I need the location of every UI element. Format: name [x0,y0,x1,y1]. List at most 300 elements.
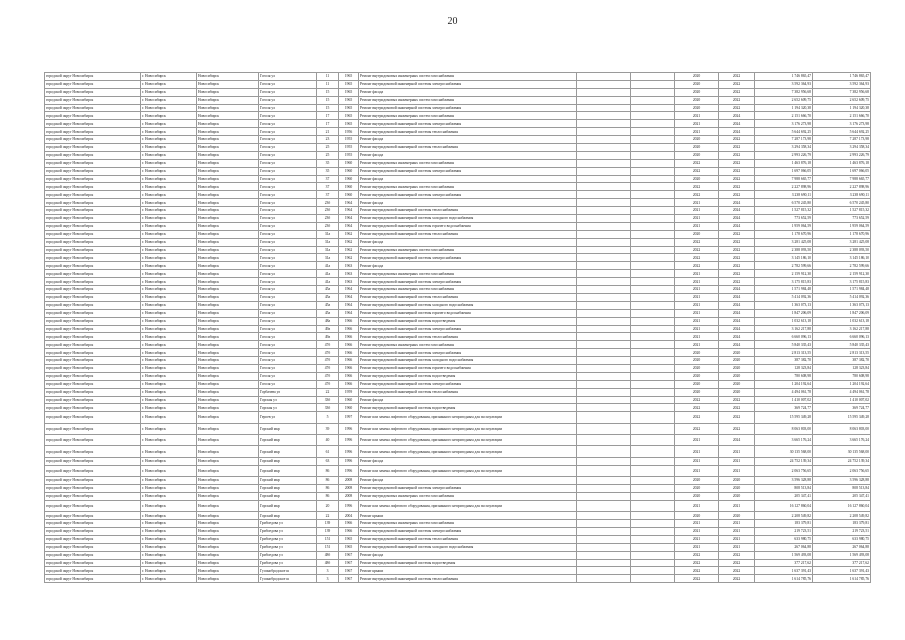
cell-street: Гоголя ул [259,372,317,380]
cell-cost-fund: 4 494 061,78 [813,388,871,396]
cell-municipality: городской округ Новосибирск [45,372,141,380]
cell-house-number: 23б [317,222,339,230]
cell-blank-a [577,396,631,404]
cell-work-type: Ремонт внутридомовой инженерной системы теплоснабжения [359,535,577,543]
cell-blank-b [631,551,675,559]
cell-work-type: Ремонт фасада [359,477,577,485]
cell-municipality: городской округ Новосибирск [45,465,141,476]
cell-settlement: г. Новосибирск [141,104,197,112]
cell-street: Горская ул [259,396,317,404]
cell-cost-fund: 1 614 785,76 [813,575,871,583]
cell-city: Новосибирск [197,457,259,465]
cell-built-year: 1966 [339,364,359,372]
cell-house-number: 48б [317,559,339,567]
cell-street: Гоголя ул [259,230,317,238]
cell-built-year: 1996 [339,465,359,476]
table-row [45,183,871,191]
cell-house-number: 3 [317,567,339,575]
cell-municipality: городской округ Новосибирск [45,404,141,412]
cell-street: Горский мкр [259,512,317,520]
cell-blank-b [631,151,675,159]
cell-year-to: 2022 [719,151,755,159]
cell-street: Гоголя ул [259,112,317,120]
cell-blank-a [577,112,631,120]
cell-year-from: 2022 [675,183,719,191]
cell-house-number: 47б [317,372,339,380]
cell-house-number: 48а [317,317,339,325]
cell-work-type: Ремонт внутридомовой инженерной системы водоотведения [359,317,577,325]
cell-blank-a [577,527,631,535]
cell-built-year: 2008 [339,492,359,500]
cell-house-number: 48б [317,551,339,559]
cell-street: Гоголя ул [259,73,317,81]
cell-blank-a [577,423,631,434]
cell-house-number: 23б [317,207,339,215]
cell-cost-total: 2 388 093,50 [755,246,813,254]
cell-municipality: городской округ Новосибирск [45,527,141,535]
cell-municipality: городской округ Новосибирск [45,128,141,136]
cell-street: Грибоедова ул [259,543,317,551]
cell-street: Гоголя ул [259,215,317,223]
cell-blank-a [577,559,631,567]
cell-cost-total: 3 592 364,93 [755,80,813,88]
table-row [45,435,871,446]
cell-house-number: 47б [317,341,339,349]
cell-settlement: г. Новосибирск [141,73,197,81]
cell-city: Новосибирск [197,262,259,270]
cell-city: Новосибирск [197,151,259,159]
cell-blank-a [577,520,631,528]
cell-year-from: 2021 [675,278,719,286]
cell-blank-b [631,333,675,341]
cell-municipality: городской округ Новосибирск [45,333,141,341]
cell-city: Новосибирск [197,559,259,567]
cell-blank-b [631,457,675,465]
cell-municipality: городской округ Новосибирск [45,349,141,357]
cell-cost-total: 16 127 860,04 [755,500,813,511]
cell-built-year: 1966 [339,357,359,365]
cell-built-year: 1960 [339,167,359,175]
table-row [45,159,871,167]
cell-year-to: 2020 [719,492,755,500]
cell-city: Новосибирск [197,112,259,120]
cell-municipality: городской округ Новосибирск [45,254,141,262]
cell-work-type: Ремонт внутридомовой инженерной системы теплоснабжения [359,144,577,152]
cell-built-year: 1964 [339,286,359,294]
cell-city: Новосибирск [197,380,259,388]
cell-year-to: 2022 [719,396,755,404]
cell-settlement: г. Новосибирск [141,230,197,238]
cell-house-number: 35 [317,167,339,175]
cell-settlement: г. Новосибирск [141,412,197,423]
cell-city: Новосибирск [197,404,259,412]
cell-cost-fund: 267 064,88 [813,543,871,551]
cell-year-to: 2024 [719,286,755,294]
cell-city: Новосибирск [197,246,259,254]
cell-blank-b [631,543,675,551]
cell-cost-fund: 1 637 391,43 [813,567,871,575]
cell-cost-fund: 1 032 613,18 [813,317,871,325]
cell-house-number: 49а [317,333,339,341]
cell-cost-fund: 5 840 335,43 [813,341,871,349]
cell-cost-fund: 1 571 984,48 [813,286,871,294]
cell-cost-total: 1 463 876,18 [755,159,813,167]
cell-built-year: 1964 [339,199,359,207]
cell-municipality: городской округ Новосибирск [45,446,141,457]
cell-built-year: 1964 [339,207,359,215]
cell-year-from: 2020 [675,88,719,96]
cell-year-from: 2020 [675,349,719,357]
cell-work-type: Ремонт внутридомовой инженерной системы электроснабжения [359,325,577,333]
cell-year-to: 2024 [719,120,755,128]
cell-house-number: 31а [317,238,339,246]
cell-cost-fund: 1 527 815,32 [813,207,871,215]
table-row [45,543,871,551]
cell-settlement: г. Новосибирск [141,128,197,136]
table-row [45,246,871,254]
cell-built-year: 1966 [339,380,359,388]
cell-built-year: 1955 [339,136,359,144]
cell-cost-total: 3 665 176,24 [755,435,813,446]
cell-blank-a [577,215,631,223]
cell-settlement: г. Новосибирск [141,492,197,500]
cell-year-to: 2021 [719,465,755,476]
cell-work-type: Ремонт внутридомовых инженерных систем газоснабжения [359,73,577,81]
cell-blank-a [577,500,631,511]
cell-house-number: 86 [317,465,339,476]
cell-year-from: 2021 [675,293,719,301]
cell-settlement: г. Новосибирск [141,270,197,278]
cell-work-type: Ремонт фасада [359,238,577,246]
cell-municipality: городской округ Новосибирск [45,364,141,372]
cell-city: Новосибирск [197,159,259,167]
cell-blank-a [577,167,631,175]
cell-year-to: 2020 [719,364,755,372]
cell-municipality: городской округ Новосибирск [45,293,141,301]
cell-blank-b [631,559,675,567]
cell-settlement: г. Новосибирск [141,199,197,207]
cell-municipality: городской округ Новосибирск [45,388,141,396]
cell-built-year: 1965 [339,104,359,112]
cell-street: Гоголя ул [259,333,317,341]
cell-house-number: 47б [317,380,339,388]
cell-street: Гусинобродское ш [259,575,317,583]
cell-year-from: 2020 [675,357,719,365]
cell-blank-a [577,293,631,301]
cell-blank-a [577,262,631,270]
cell-work-type: Ремонт крыши [359,512,577,520]
cell-blank-b [631,128,675,136]
cell-blank-b [631,485,675,493]
cell-house-number: 21 [317,128,339,136]
cell-blank-a [577,80,631,88]
cell-city: Новосибирск [197,527,259,535]
cell-year-to: 2022 [719,167,755,175]
cell-work-type: Ремонт внутридомовой инженерной системы теплоснабжения [359,575,577,583]
cell-year-from: 2021 [675,520,719,528]
table-row [45,191,871,199]
cell-cost-total: 387 382,70 [755,357,813,365]
cell-cost-total: 267 064,88 [755,543,813,551]
cell-city: Новосибирск [197,446,259,457]
cell-year-to: 2021 [719,500,755,511]
cell-year-from: 2022 [675,575,719,583]
table-row [45,317,871,325]
table-row [45,575,871,583]
cell-city: Новосибирск [197,136,259,144]
cell-city: Новосибирск [197,191,259,199]
cell-year-to: 2021 [719,527,755,535]
cell-year-from: 2020 [675,364,719,372]
cell-city: Новосибирск [197,230,259,238]
cell-work-type: Ремонт внутридомовой инженерной системы электроснабжения [359,527,577,535]
cell-city: Новосибирск [197,96,259,104]
cell-municipality: городской округ Новосибирск [45,73,141,81]
cell-blank-b [631,215,675,223]
cell-built-year: 2008 [339,477,359,485]
cell-city: Новосибирск [197,396,259,404]
cell-year-from: 2021 [675,309,719,317]
cell-city: Новосибирск [197,435,259,446]
table-row [45,485,871,493]
cell-work-type: Ремонт внутридомовой инженерной системы горячего водоснабжения [359,309,577,317]
cell-built-year: 1964 [339,215,359,223]
cell-built-year: 1996 [339,500,359,511]
cell-work-type: Ремонт фасада [359,551,577,559]
cell-house-number: 63 [317,457,339,465]
cell-city: Новосибирск [197,270,259,278]
cell-blank-b [631,388,675,396]
cell-municipality: городской округ Новосибирск [45,485,141,493]
cell-cost-total: 2 151 666,70 [755,112,813,120]
cell-cost-fund: 1 463 876,18 [813,159,871,167]
cell-work-type: Ремонт внутридомовой инженерной системы теплоснабжения [359,207,577,215]
cell-blank-b [631,412,675,423]
cell-year-to: 2024 [719,317,755,325]
cell-cost-fund: 1 178 670,96 [813,230,871,238]
cell-blank-b [631,293,675,301]
cell-municipality: городской округ Новосибирск [45,278,141,286]
table-row [45,136,871,144]
cell-year-from: 2022 [675,551,719,559]
cell-city: Новосибирск [197,412,259,423]
cell-city: Новосибирск [197,278,259,286]
cell-cost-total: 1 614 785,76 [755,575,813,583]
cell-cost-fund: 2 782 599,66 [813,262,871,270]
cell-year-to: 2021 [719,446,755,457]
cell-blank-b [631,325,675,333]
cell-year-to: 2024 [719,128,755,136]
cell-house-number: 31а [317,246,339,254]
table-row [45,80,871,88]
cell-house-number: 17 [317,120,339,128]
cell-work-type: Ремонт внутридомовых инженерных систем газоснабжения [359,246,577,254]
cell-cost-total: 2 813 313,55 [755,349,813,357]
cell-settlement: г. Новосибирск [141,333,197,341]
cell-street: Грибоедова ул [259,535,317,543]
cell-blank-b [631,301,675,309]
cell-blank-a [577,512,631,520]
cell-street: Грибоедова ул [259,559,317,567]
cell-municipality: городской округ Новосибирск [45,575,141,583]
cell-city: Новосибирск [197,575,259,583]
cell-house-number: 11 [317,80,339,88]
cell-year-from: 2021 [675,286,719,294]
cell-city: Новосибирск [197,543,259,551]
cell-cost-total: 7 988 665,77 [755,175,813,183]
cell-year-to: 2022 [719,230,755,238]
cell-built-year: 1997 [339,412,359,423]
cell-street: Горский мкр [259,477,317,485]
cell-blank-b [631,183,675,191]
cell-work-type: Ремонт фасада [359,262,577,270]
cell-municipality: городской округ Новосибирск [45,520,141,528]
cell-year-to: 2022 [719,423,755,434]
cell-house-number: 39 [317,423,339,434]
cell-municipality: городской округ Новосибирск [45,215,141,223]
cell-cost-fund: 3 596 328,88 [813,477,871,485]
cell-year-to: 2022 [719,175,755,183]
cell-municipality: городской округ Новосибирск [45,222,141,230]
cell-cost-total: 2 227 898,96 [755,183,813,191]
cell-year-to: 2022 [719,254,755,262]
cell-cost-fund: 8 063 803,00 [813,423,871,434]
cell-house-number: 151 [317,543,339,551]
cell-cost-total: 1 204 192,64 [755,380,813,388]
cell-year-from: 2020 [675,485,719,493]
cell-year-to: 2022 [719,191,755,199]
cell-cost-total: 1 571 984,48 [755,286,813,294]
cell-cost-fund: 2 227 898,96 [813,183,871,191]
cell-blank-b [631,262,675,270]
cell-cost-fund: 633 980,75 [813,535,871,543]
cell-year-from: 2020 [675,96,719,104]
cell-cost-fund: 205 347,41 [813,492,871,500]
cell-municipality: городской округ Новосибирск [45,88,141,96]
cell-cost-total: 1 637 391,43 [755,567,813,575]
cell-blank-b [631,175,675,183]
cell-cost-fund: 387 382,70 [813,357,871,365]
table-row [45,293,871,301]
table-row [45,559,871,567]
cell-year-from: 2022 [675,238,719,246]
cell-built-year: 1996 [339,446,359,457]
cell-street: Гоголя ул [259,357,317,365]
cell-blank-b [631,88,675,96]
cell-city: Новосибирск [197,325,259,333]
cell-blank-b [631,535,675,543]
cell-settlement: г. Новосибирск [141,238,197,246]
cell-house-number: 45а [317,286,339,294]
cell-blank-a [577,309,631,317]
table-row [45,567,871,575]
table-row [45,270,871,278]
cell-year-from: 2022 [675,559,719,567]
table-row [45,349,871,357]
cell-blank-a [577,144,631,152]
cell-work-type: Ремонт внутридомовой инженерной системы холодного водоснабжения [359,301,577,309]
table-row [45,215,871,223]
cell-year-from: 2020 [675,380,719,388]
cell-municipality: городской округ Новосибирск [45,325,141,333]
cell-work-type: Ремонт внутридомовой инженерной системы горячего водоснабжения [359,222,577,230]
cell-blank-b [631,465,675,476]
cell-city: Новосибирск [197,167,259,175]
cell-built-year: 1960 [339,191,359,199]
cell-year-from: 2022 [675,423,719,434]
cell-municipality: городской округ Новосибирск [45,341,141,349]
cell-street: Гоголя ул [259,317,317,325]
cell-street: Горский мкр [259,435,317,446]
cell-work-type: Ремонт фасада [359,151,577,159]
cell-cost-total: 1 527 815,32 [755,207,813,215]
cell-municipality: городской округ Новосибирск [45,457,141,465]
table-row [45,492,871,500]
cell-blank-b [631,435,675,446]
cell-blank-b [631,246,675,254]
cell-street: Горбачева ул [259,388,317,396]
cell-blank-b [631,492,675,500]
cell-year-from: 2021 [675,270,719,278]
cell-blank-b [631,167,675,175]
capital-repair-table [44,72,871,583]
cell-cost-fund: 1 363 073,13 [813,301,871,309]
cell-blank-b [631,207,675,215]
cell-cost-total: 1 847 206,09 [755,309,813,317]
cell-cost-fund: 2 813 313,55 [813,349,871,357]
table-row [45,262,871,270]
cell-work-type: Ремонт внутридомовой инженерной системы электроснабжения [359,191,577,199]
cell-blank-b [631,222,675,230]
cell-blank-a [577,286,631,294]
cell-year-to: 2021 [719,543,755,551]
cell-year-to: 2022 [719,104,755,112]
cell-street: Гоголя ул [259,159,317,167]
cell-cost-fund: 3 294 358,34 [813,144,871,152]
cell-settlement: г. Новосибирск [141,317,197,325]
cell-municipality: городской округ Новосибирск [45,80,141,88]
cell-built-year: 1964 [339,301,359,309]
cell-blank-b [631,270,675,278]
cell-work-type: Ремонт внутридомовой инженерной системы электроснабжения [359,167,577,175]
cell-blank-a [577,372,631,380]
cell-municipality: городской округ Новосибирск [45,175,141,183]
cell-cost-total: 2 208 549,82 [755,512,813,520]
cell-cost-fund: 3 238 690,11 [813,191,871,199]
cell-blank-a [577,543,631,551]
cell-year-from: 2022 [675,159,719,167]
cell-built-year: 1966 [339,317,359,325]
cell-house-number: 22 [317,388,339,396]
cell-cost-fund: 5 414 092,36 [813,293,871,301]
cell-municipality: городской округ Новосибирск [45,559,141,567]
cell-work-type: Ремонт крыши [359,567,577,575]
cell-blank-b [631,309,675,317]
cell-blank-a [577,301,631,309]
cell-built-year: 1965 [339,112,359,120]
cell-settlement: г. Новосибирск [141,215,197,223]
cell-municipality: городской округ Новосибирск [45,412,141,423]
cell-work-type: Ремонт внутридомовых инженерных систем газоснабжения [359,341,577,349]
cell-blank-b [631,477,675,485]
cell-work-type: Ремонт внутридомовой инженерной системы электроснабжения [359,254,577,262]
table-row [45,364,871,372]
cell-blank-a [577,120,631,128]
cell-built-year: 1965 [339,73,359,81]
table-row [45,423,871,434]
cell-cost-fund: 2 208 549,82 [813,512,871,520]
cell-cost-total: 808 513,84 [755,485,813,493]
